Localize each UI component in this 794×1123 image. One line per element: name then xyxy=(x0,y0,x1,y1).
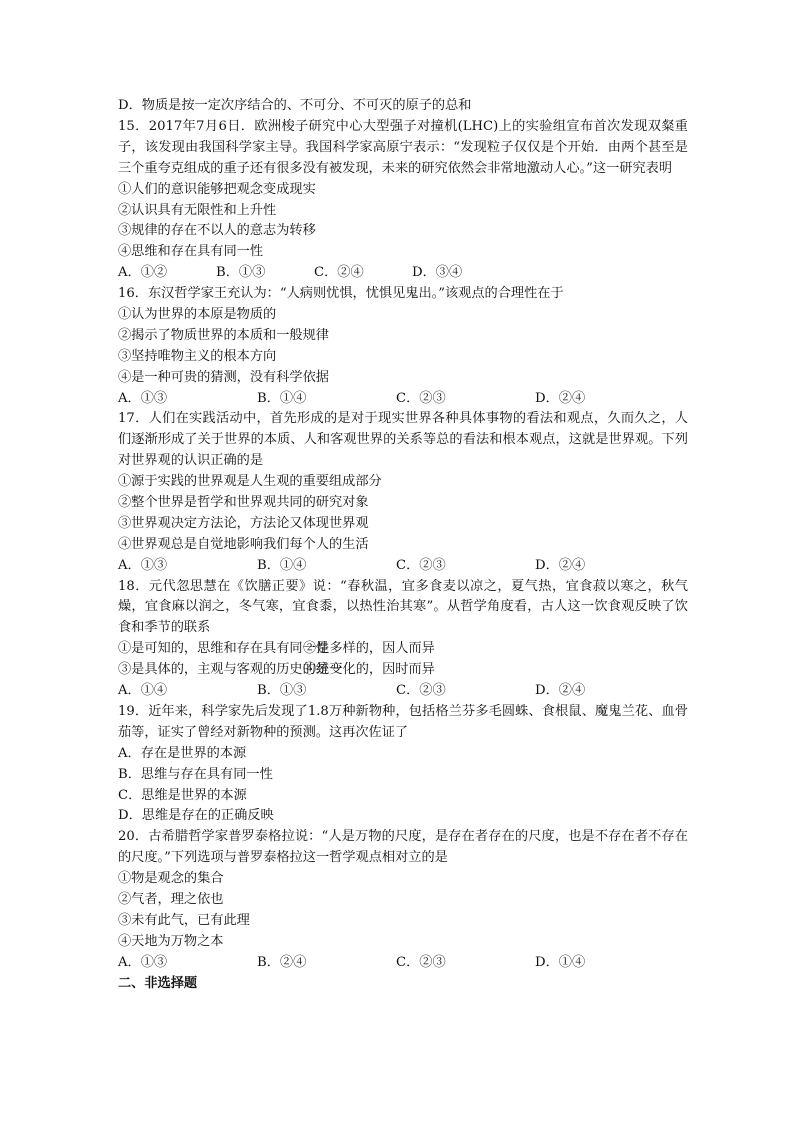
q16-stem: 16．东汉哲学家王充认为：“人病则忧惧，忧惧见鬼出。”该观点的合理性在于 xyxy=(118,286,564,302)
q20-option-b[interactable]: B．②④ xyxy=(257,954,307,970)
q18-item-3: ③是具体的，主观与客观的历史的统一 xyxy=(118,662,343,678)
q16-item-4: ④是一种可贵的猜测，没有科学依据 xyxy=(118,369,329,385)
q15-option-b[interactable]: B．①③ xyxy=(216,265,266,281)
q18-item-4: ④是变化的，因时而异 xyxy=(303,662,435,678)
q15-item-1: ①人们的意识能够把观念变成现实 xyxy=(118,181,316,197)
q15-item-3: ③规律的存在不以人的意志为转移 xyxy=(118,223,316,239)
q17-option-a[interactable]: A．①③ xyxy=(118,557,168,573)
q20-stem: 20．古希腊哲学家普罗泰格拉说：“人是万物的尺度，是存在者存在的尺度，也是不存在者不存在的尺度。”下列选项与普罗泰格拉这一哲学观点相对立的是 xyxy=(118,829,688,866)
q20-item-1: ①物是观念的集合 xyxy=(118,871,224,887)
q17-options xyxy=(118,556,688,577)
q18-options xyxy=(118,681,688,702)
q18-items-row-2 xyxy=(118,660,688,681)
q15-stem: 15．2017年7月6日．欧洲梭子研究中心大型强子对撞机(LHC)上的实验组宣布首次发现双粲重子，该发现由我国科学家主导。我国科学家高原宁表示：“发现粒子仅仅是个开始．由两个甚至是三个重夸克组成的重子还有很多没有被发现，未来的研究依然会非常地激动人心。”这一研究表明 xyxy=(118,118,688,176)
q17-item-3: ③世界观决定方法论，方法论又体现世界观 xyxy=(118,515,369,531)
q17-option-b[interactable]: B．①④ xyxy=(257,557,307,573)
q19-option-d[interactable]: D．思维是存在的正确反映 xyxy=(118,808,274,824)
q16-option-d[interactable]: D．②④ xyxy=(535,390,586,406)
q20-item-2: ②气者，理之依也 xyxy=(118,892,224,908)
q16-item-2: ②揭示了物质世界的本质和一般规律 xyxy=(118,327,329,343)
q15-item-2: ②认识具有无限性和上升性 xyxy=(118,202,277,218)
q14-option-d: D．物质是按一定次序结合的、不可分、不可灭的原子的总和 xyxy=(118,98,472,113)
q16-item-1: ①认为世界的本原是物质的 xyxy=(118,306,277,322)
q20-option-d[interactable]: D．①④ xyxy=(535,954,586,970)
q19-stem: 19．近年来，科学家先后发现了1.8万种新物种，包括格兰芬多毛圆蛛、食根鼠、魔鬼兰花、血骨茄等，证实了曾经对新物种的预测。这再次佐证了 xyxy=(118,703,688,740)
q17-option-c[interactable]: C．②③ xyxy=(396,557,446,573)
q17-stem: 17．人们在实践活动中，首先形成的是对于现实世界各种具体事物的看法和观点，久而久之，人们逐渐形成了关于世界的本质、人和客观世界的关系等总的看法和根本观点，这就是世界观。下列对世界观的认识正确的是 xyxy=(118,411,688,469)
q19-option-b[interactable]: B．思维与存在具有同一性 xyxy=(118,766,273,782)
q20-option-c[interactable]: C．②③ xyxy=(396,954,446,970)
q18-option-c[interactable]: C．②③ xyxy=(396,683,446,699)
q15-option-c[interactable]: C．②④ xyxy=(314,265,364,281)
q15-option-a[interactable]: A．①② xyxy=(118,265,168,281)
q16-options xyxy=(118,389,688,410)
q18-option-d[interactable]: D．②④ xyxy=(535,683,586,699)
q16-item-3: ③坚持唯物主义的根本方向 xyxy=(118,348,277,364)
q18-items-row-1 xyxy=(118,639,688,660)
exam-page xyxy=(118,96,688,995)
q15-options xyxy=(118,263,688,284)
q15-item-4: ④思维和存在具有同一性 xyxy=(118,244,264,260)
q17-item-2: ②整个世界是哲学和世界观共同的研究对象 xyxy=(118,495,369,511)
q18-item-2: ②是多样的，因人而异 xyxy=(303,641,435,657)
q18-item-1: ①是可知的，思维和存在具有同一性 xyxy=(118,641,329,657)
q18-stem: 18．元代忽思慧在《饮膳正要》说：“春秋温，宜多食麦以凉之，夏气热，宜食菽以寒之，秋气燥，宜食麻以润之，冬气寒，宜食黍，以热性治其寒”。从哲学角度看，古人这一饮食观反映了饮食和季节的联系 xyxy=(118,578,688,636)
q17-item-4: ④世界观总是自觉地影响我们每个人的生活 xyxy=(118,536,369,552)
section-heading-non-choice: 二、非选择题 xyxy=(118,975,198,991)
q18-option-b[interactable]: B．①③ xyxy=(257,683,307,699)
q19-option-a[interactable]: A．存在是世界的本源 xyxy=(118,745,247,761)
q17-item-1: ①源于实践的世界观是人生观的重要组成部分 xyxy=(118,474,382,490)
q19-option-c[interactable]: C．思维是世界的本源 xyxy=(118,787,247,803)
q18-option-a[interactable]: A．①④ xyxy=(118,683,168,699)
q20-item-3: ③未有此气，已有此理 xyxy=(118,912,250,928)
q20-options xyxy=(118,953,688,974)
q16-option-c[interactable]: C．②③ xyxy=(396,390,446,406)
q20-option-a[interactable]: A．①③ xyxy=(118,954,168,970)
q15-option-d[interactable]: D．③④ xyxy=(412,265,463,281)
q16-option-b[interactable]: B．①④ xyxy=(257,390,307,406)
q20-item-4: ④天地为万物之本 xyxy=(118,933,224,949)
q17-option-d[interactable]: D．②④ xyxy=(535,557,586,573)
q16-option-a[interactable]: A．①③ xyxy=(118,390,168,406)
